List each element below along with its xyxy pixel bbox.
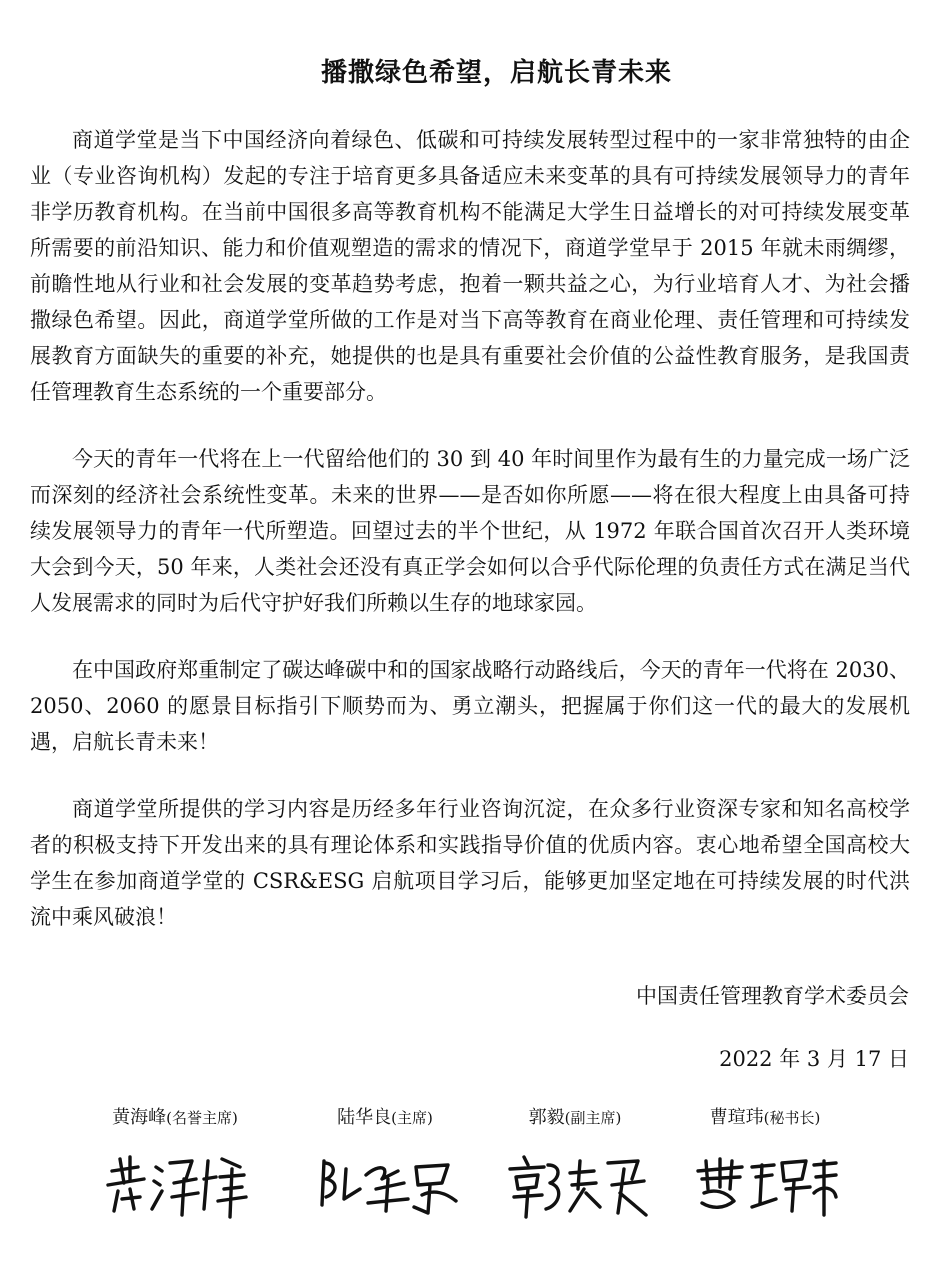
signatory-3	[475, 1103, 675, 1219]
signatory-name: 曹瑄玮	[709, 1107, 764, 1128]
paragraph-3: 在中国政府郑重制定了碳达峰碳中和的国家战略行动路线后，今天的青年一代将在 2030、2050、2060 的愿景目标指引下顺势而为、勇立潮头，把握属于你们这一代的最大的发展机遇，启航长青未来！	[30, 658, 910, 754]
signatory-role: (名誉主席)	[166, 1109, 238, 1127]
paragraph-1: 商道学堂是当下中国经济向着绿色、低碳和可持续发展转型过程中的一家非常独特的由企业（专业咨询机构）发起的专注于培育更多具备适应未来变革的具有可持续发展领导力的青年非学历教育机构。在当前中国很多高等教育机构不能满足大学生日益增长的对可持续发展变革所需要的前沿知识、能力和价值观塑造的需求的情况下，商道学堂早于 2015 年就未雨绸缪，前瞻性地从行业和社会发展的变革趋势考虑，抱着一颗共益之心，为行业培育人才、为社会播撒绿色希望。因此，商道学堂所做的工作是对当下高等教育在商业伦理、责任管理和可持续发展教育方面缺失的重要的补充，她提供的也是具有重要社会价值的公益性教育服务，是我国责任管理教育生态系统的一个重要部分。	[30, 128, 910, 404]
issue-date: 2022 年 3 月 17 日	[719, 1047, 909, 1071]
signature-block	[0, 1103, 933, 1273]
signatory-2	[285, 1103, 485, 1219]
page-title: 播撒绿色希望，启航长青未来	[320, 58, 672, 88]
signatory-1	[75, 1103, 275, 1219]
issuer-name: 中国责任管理教育学术委员会	[636, 984, 909, 1008]
handwritten-signature	[310, 1149, 460, 1219]
signatory-name: 黄海峰	[112, 1107, 167, 1128]
letter-body	[30, 122, 910, 966]
signatory-role: (秘书长)	[763, 1109, 821, 1127]
signatory-4	[665, 1103, 865, 1219]
signatory-role: (副主席)	[564, 1109, 622, 1127]
paragraph-4: 商道学堂所提供的学习内容是历经多年行业咨询沉淀，在众多行业资深专家和知名高校学者的积极支持下开发出来的具有理论体系和实践指导价值的优质内容。衷心地希望全国高校大学生在参加商道学堂的 CSR&ESG 启航项目学习后，能够更加坚定地在可持续发展的时代洪流中乘风破浪！	[30, 797, 910, 929]
paragraph-2: 今天的青年一代将在上一代留给他们的 30 到 40 年时间里作为最有生的力量完成一场广泛而深刻的经济社会系统性变革。未来的世界——是否如你所愿——将在很大程度上由具备可持续发展领导力的青年一代所塑造。回望过去的半个世纪，从 1972 年联合国首次召开人类环境大会到今天，50 年来，人类社会还没有真正学会如何以合乎代际伦理的负责任方式在满足当代人发展需求的同时为后代守护好我们所赖以生存的地球家园。	[30, 447, 910, 615]
signatory-role: (主席)	[391, 1109, 433, 1127]
handwritten-signature	[500, 1149, 650, 1219]
signatory-name: 郭毅	[528, 1107, 565, 1128]
signatory-name: 陆华良	[337, 1107, 392, 1128]
handwritten-signature	[100, 1149, 250, 1219]
handwritten-signature	[690, 1149, 840, 1219]
